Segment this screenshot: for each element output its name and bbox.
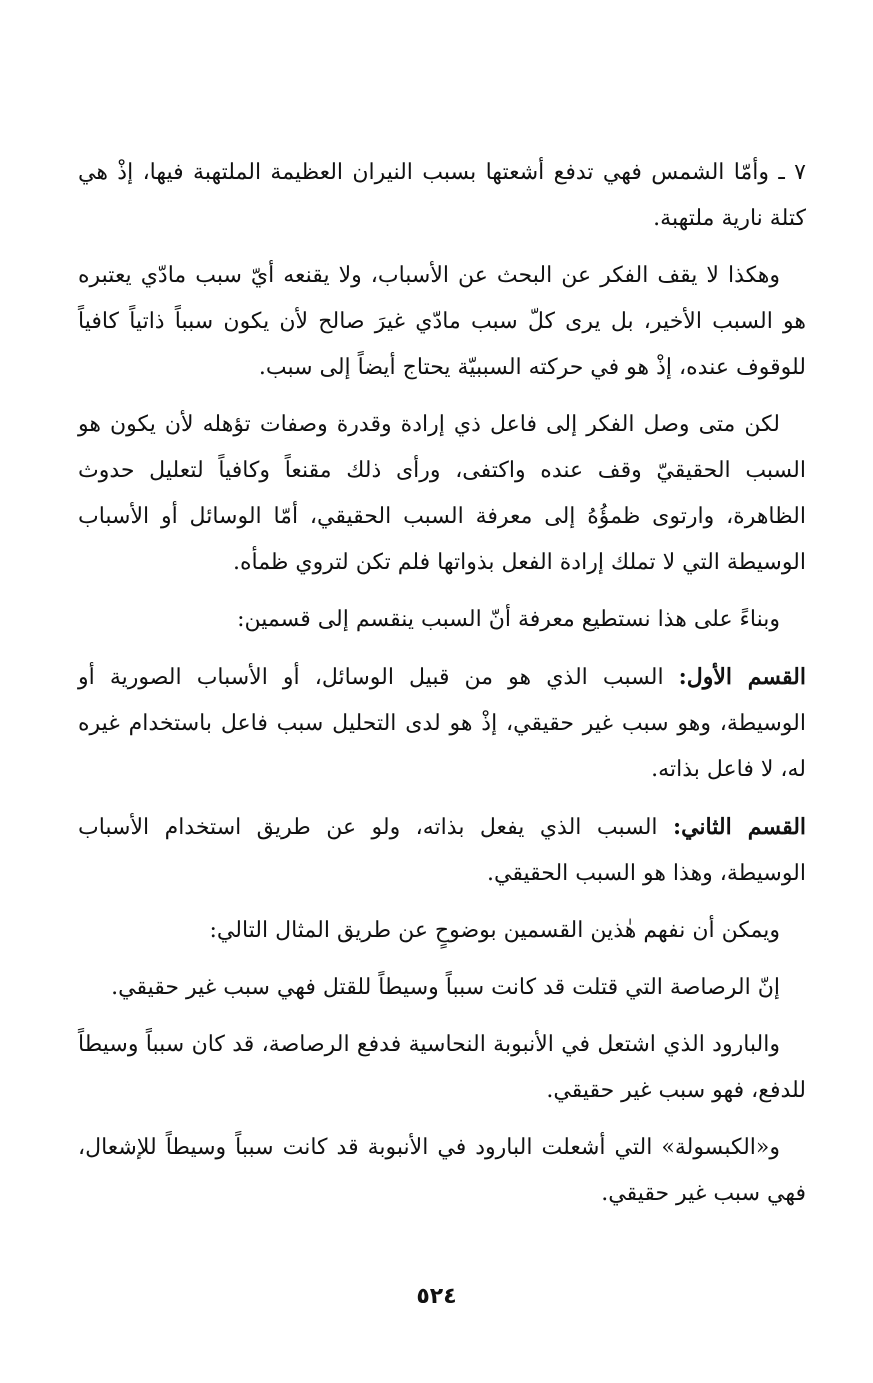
paragraph-text: إنّ الرصاصة التي قتلت قد كانت سبباً وسيطاً للقتل فهي سبب غير حقيقي. [111, 975, 780, 1000]
paragraph-text: و«الكبسولة» التي أشعلت البارود في الأنبوبة قد كانت سبباً وسيطاً للإشعال، فهي سبب غير حقيقي. [78, 1135, 806, 1206]
category-heading: القسم الثاني: [672, 814, 807, 840]
paragraph-true-cause [78, 402, 806, 586]
paragraph-material-causes [78, 253, 806, 391]
page-body [78, 150, 806, 1228]
paragraph-text: وهكذا لا يقف الفكر عن البحث عن الأسباب، ولا يقنعه أيّ سبب مادّي يعتبره هو السبب الأخير، بل يرى كلّ سبب مادّي غيرَ صالح لأن يكون سبباً ذاتياً كافياً للوقوف عنده، إذْ هو في حركته السببيّة يحتاج أيضاً إلى سبب. [78, 263, 806, 380]
paragraph-text: والبارود الذي اشتعل في الأنبوبة النحاسية فدفع الرصاصة، قد كان سبباً وسيطاً للدفع، فهو سبب غير حقيقي. [78, 1032, 806, 1103]
paragraph-capsule-example [78, 1125, 806, 1217]
paragraph-gunpowder-example [78, 1022, 806, 1114]
paragraph-example-intro [78, 908, 806, 954]
paragraph-text: وبناءً على هذا نستطيع معرفة أنّ السبب ينقسم إلى قسمين: [237, 607, 780, 632]
paragraph-text: لكن متى وصل الفكر إلى فاعل ذي إرادة وقدرة وصفات تؤهله لأن يكون هو السبب الحقيقيّ وقف عنده واكتفى، ورأى ذلك مقنعاً وكافياً لتعليل حدوث الظاهرة، وارتوى ظمؤُهُ إلى معرفة السبب الحقيقي، أمّا الوسائل أو الأسباب الوسيطة التي لا تملك إرادة الفعل بذواتها فلم تكن لتروي ظمأه. [78, 412, 806, 575]
paragraph-first-category [78, 654, 806, 793]
page-number: ٥٢٤ [416, 1284, 457, 1309]
paragraph-bullet-example [78, 965, 806, 1011]
paragraph-text: السبب الذي يفعل بذاته، ولو عن طريق استخدام الأسباب الوسيطة، وهذا هو السبب الحقيقي. [78, 815, 806, 886]
paragraph-two-categories-intro [78, 597, 806, 643]
paragraph-text: ٧ ـ وأمّا الشمس فهي تدفع أشعتها بسبب النيران العظيمة الملتهبة فيها، إذْ هي كتلة نارية ملتهبة. [78, 160, 806, 231]
paragraph-sun-example [78, 150, 806, 242]
category-heading: القسم الأول: [678, 664, 806, 690]
paragraph-text: السبب الذي هو من قبيل الوسائل، أو الأسباب الصورية أو الوسيطة، وهو سبب غير حقيقي، إذْ هو لدى التحليل سبب فاعل باستخدام غيره له، لا فاعل بذاته. [78, 665, 806, 782]
paragraph-text: ويمكن أن نفهم هٰذين القسمين بوضوحٍ عن طريق المثال التالي: [209, 918, 780, 943]
paragraph-second-category [78, 804, 806, 897]
